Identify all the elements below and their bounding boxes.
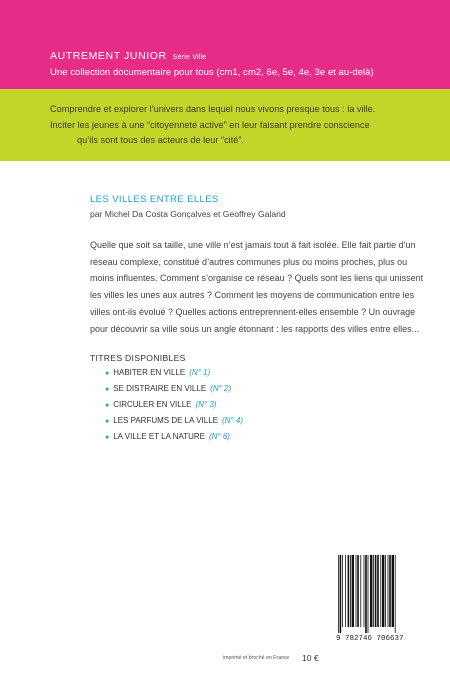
barcode-bar <box>352 555 354 627</box>
printer-note: imprimé et broché en France <box>223 655 290 661</box>
barcode-bar <box>364 555 365 627</box>
barcode-bar <box>342 555 343 627</box>
list-item <box>105 432 243 448</box>
barcode-bar <box>360 555 361 627</box>
title-name: LES PARFUMS DE LA VILLE <box>113 416 219 425</box>
barcode-bar <box>388 555 389 627</box>
book-summary <box>90 237 424 337</box>
series-name: AUTREMENT JUNIOR <box>50 50 167 62</box>
barcode-bar <box>356 555 357 627</box>
series-header-band <box>0 0 450 89</box>
barcode-bar <box>368 555 369 633</box>
barcode-bar <box>357 555 359 627</box>
title-number: (N° 2) <box>210 384 232 393</box>
bullet-icon: ● <box>105 386 110 393</box>
barcode-bar <box>375 555 377 627</box>
barcode-bar <box>392 555 394 627</box>
barcode-bar <box>389 555 391 627</box>
summary-line: Quelle que soit sa taille, une ville n’est jamais tout à fait isolée. Elle fait partie d’un <box>90 240 416 250</box>
barcode-bar <box>377 555 379 627</box>
barcode-bar <box>395 555 396 633</box>
available-titles-heading: TITRES DISPONIBLES <box>90 353 186 363</box>
summary-line: moins influentes. Comment s’organise ce réseau ? Quels sont les liens qui unissent <box>90 273 424 284</box>
barcode-bar <box>385 555 386 627</box>
barcode-icon <box>336 555 428 633</box>
title-name: HABITER EN VILLE <box>113 368 186 377</box>
list-item <box>105 416 243 432</box>
bullet-icon: ● <box>105 402 110 409</box>
list-item <box>105 368 243 384</box>
bullet-icon: ● <box>105 418 110 425</box>
title-name: SE DISTRAIRE EN VILLE <box>113 384 207 393</box>
series-subtitle: Série Ville <box>172 54 207 61</box>
barcode-bar <box>338 555 339 633</box>
list-item <box>105 400 243 416</box>
price: 10 € <box>302 653 319 663</box>
bullet-icon: ● <box>105 434 110 441</box>
summary-line: villes ont-ils évolué ? Quelles actions entreprennent-elles ensemble ? Un ouvrage <box>90 306 416 317</box>
available-titles-list <box>105 368 243 448</box>
mission-band <box>0 89 450 161</box>
title-number: (N° 1) <box>189 368 211 377</box>
list-item <box>105 384 243 400</box>
barcode-bar <box>350 555 351 627</box>
title-number: (N° 4) <box>222 416 243 425</box>
barcode-bar <box>345 555 346 627</box>
barcode-bar <box>348 555 350 627</box>
summary-line: les villes les unes aux autres ? Comment les moyens de communication entre les <box>90 290 415 301</box>
barcode-bar <box>365 555 367 633</box>
title-name: LA VILLE ET LA NATURE <box>113 432 205 441</box>
summary-line: réseau complexe, constitué d’autres communes plus ou moins proches, plus ou <box>90 256 408 267</box>
collection-description: Une collection documentaire pour tous (cm1, cm2, 6e, 5e, 4e, 3e et au-delà) <box>50 67 374 78</box>
book-authors: par Michel Da Costa Gonçalves et Geoffrey Galand <box>90 209 286 219</box>
summary-line: pour découvrir sa ville sous un angle étonnant : les rapports des villes entre elles... <box>90 323 420 334</box>
barcode-bar <box>370 555 372 627</box>
mission-line-1: Comprendre et explorer l’univers dans lequel nous vivons presque tous : la ville. <box>50 104 376 114</box>
barcode-bar <box>373 555 374 627</box>
mission-line-3: qu’ils sont tous des acteurs de leur “cité”. <box>77 135 244 145</box>
isbn-number: 9 782746 706637 <box>336 635 404 643</box>
series-title <box>50 50 206 62</box>
barcode-bar <box>382 555 384 627</box>
title-number: (N° 6) <box>208 432 230 441</box>
title-number: (N° 3) <box>195 400 217 409</box>
title-name: CIRCULER EN VILLE <box>113 400 192 409</box>
mission-line-2: Inciter les jeunes à une “citoyenneté active” en leur faisant prendre conscience <box>50 120 370 130</box>
barcode-bar <box>380 555 381 627</box>
bullet-icon: ● <box>105 370 110 377</box>
book-title: LES VILLES ENTRE ELLES <box>90 194 219 205</box>
barcode-bar <box>340 555 342 633</box>
